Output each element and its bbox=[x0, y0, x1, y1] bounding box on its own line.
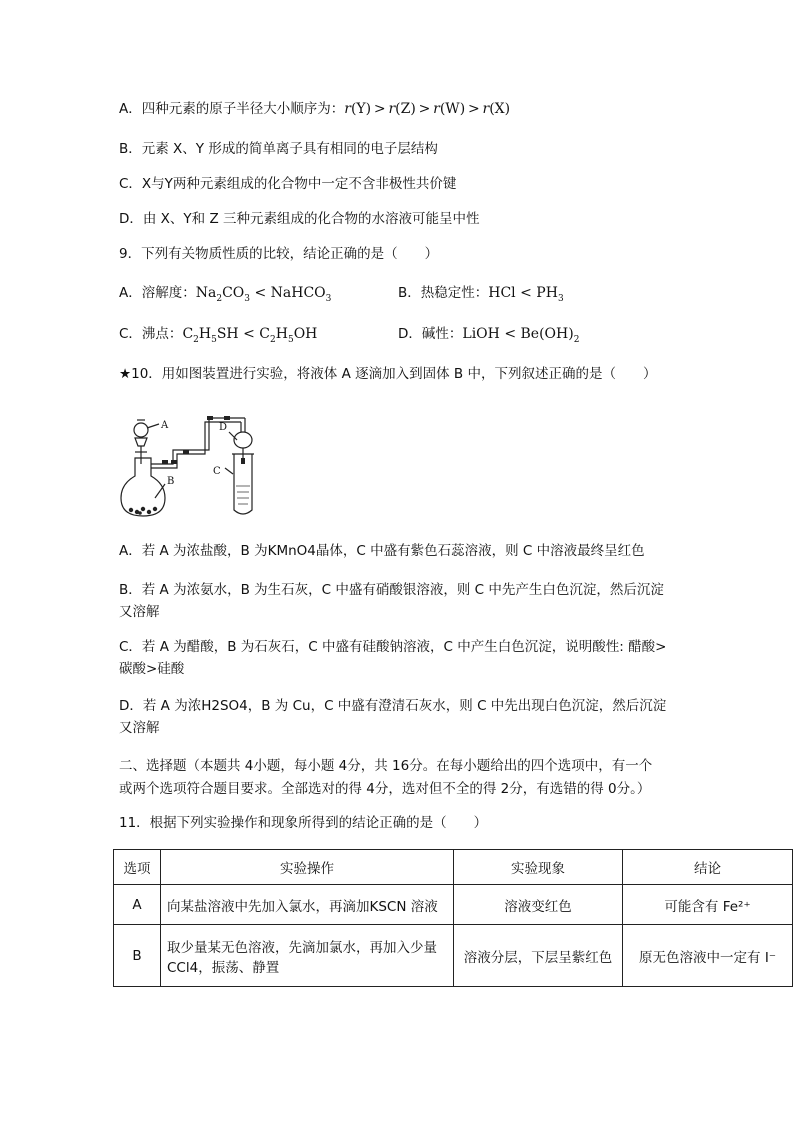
label-c: C bbox=[213, 466, 221, 477]
q8-option-b: B．元素 X、Y 形成的简单离子具有相同的电子层结构 bbox=[119, 141, 438, 157]
q10-option-c-line2: 碳酸>硅酸 bbox=[119, 661, 185, 677]
q9-option-d-label: D．碱性： bbox=[398, 326, 463, 342]
q8-option-a-text: A．四种元素的原子半径大小顺序为： bbox=[119, 101, 345, 117]
q9-option-a-label: A．溶解度： bbox=[119, 285, 196, 301]
q10-option-d-line1: D．若 A 为浓H2SO4，B 为 Cu，C 中盛有澄清石灰水，则 C 中先出现白色沉淀，然后沉淀 bbox=[119, 698, 667, 714]
apparatus-diagram bbox=[113, 402, 283, 520]
funnel-bulb bbox=[134, 423, 148, 437]
section2-line1: 二、选择题（本题共 4小题，每小题 4分，共 16分。在每小题给出的四个选项中，有一个 bbox=[119, 758, 653, 774]
q9-option-d bbox=[398, 324, 579, 344]
q8-option-c: C．X与Y两种元素组成的化合物中一定不含非极性共价键 bbox=[119, 176, 457, 192]
table-row bbox=[114, 925, 793, 987]
table-header-row bbox=[114, 850, 793, 885]
q9-stem: 9．下列有关物质性质的比较，结论正确的是（ ） bbox=[119, 246, 439, 262]
q9-option-a-math: $Na_2CO_3$ < NaHCO$_3$ bbox=[195, 285, 332, 304]
header-option: 选项 bbox=[114, 850, 161, 885]
row-b-option: B bbox=[114, 925, 161, 987]
q8-option-a bbox=[119, 99, 510, 119]
q9-option-d-math: LiOH < $Be(OH)_2$ bbox=[462, 326, 580, 345]
q9-option-b-math: HCl < $PH_3$ bbox=[488, 285, 564, 304]
table-row bbox=[114, 885, 793, 925]
q11-table bbox=[113, 849, 793, 987]
q10-option-b-line2: 又溶解 bbox=[119, 604, 160, 620]
q8-option-a-math: r(Y) > r(Z) > r(W) > r(X) bbox=[344, 101, 511, 117]
row-a-phenomenon: 溶液变红色 bbox=[454, 885, 623, 925]
row-b-operation-line1: 取少量某无色溶液，先滴加氯水，再加入少量 bbox=[167, 939, 437, 956]
row-a-option: A bbox=[114, 885, 161, 925]
q8-option-d: D．由 X、Y和 Z 三种元素组成的化合物的水溶液可能呈中性 bbox=[119, 211, 480, 227]
header-operation: 实验操作 bbox=[161, 850, 454, 885]
row-a-operation: 向某盐溶液中先加入氯水，再滴加KSCN 溶液 bbox=[161, 885, 454, 925]
q10-option-a: A．若 A 为浓盐酸，B 为KMnO4晶体，C 中盛有紫色石蕊溶液，则 C 中溶液最终呈红色 bbox=[119, 543, 645, 559]
q11-stem: 11．根据下列实验操作和现象所得到的结论正确的是（ ） bbox=[119, 815, 488, 831]
q10-option-d-line2: 又溶解 bbox=[119, 720, 160, 736]
label-d: D bbox=[219, 422, 228, 433]
q10-option-c-line1: C．若 A 为醋酸，B 为石灰石，C 中盛有硅酸钠溶液，C 中产生白色沉淀，说明酸性: 醋酸> bbox=[119, 639, 667, 655]
label-a: A bbox=[161, 420, 169, 431]
label-b: B bbox=[167, 476, 175, 487]
q10-option-b-line1: B．若 A 为浓氨水，B 为生石灰，C 中盛有硝酸银溶液，则 C 中先产生白色沉淀，然后沉淀 bbox=[119, 582, 664, 598]
row-b-phenomenon: 溶液分层，下层呈紫红色 bbox=[454, 925, 623, 987]
row-a-conclusion: 可能含有 Fe²⁺ bbox=[623, 885, 793, 925]
q10-stem: ★10．用如图装置进行实验，将液体 A 逐滴加入到固体 B 中，下列叙述正确的是（ ） bbox=[119, 366, 657, 382]
q9-option-c bbox=[119, 324, 317, 344]
q9-option-b bbox=[398, 283, 564, 303]
q9-option-c-math: $C_2H_5SH < C_2H_5OH$ bbox=[182, 326, 318, 345]
header-phenomenon: 实验现象 bbox=[454, 850, 623, 885]
header-conclusion: 结论 bbox=[623, 850, 793, 885]
q9-option-a bbox=[119, 283, 331, 303]
q9-option-b-label: B．热稳定性： bbox=[398, 285, 489, 301]
row-b-operation bbox=[161, 925, 454, 987]
section2-line2: 或两个选项符合题目要求。全部选对的得 4分，选对但不全的得 2分，有选错的得 0分。） bbox=[119, 781, 651, 797]
q9-option-c-label: C．沸点： bbox=[119, 326, 183, 342]
row-b-conclusion: 原无色溶液中一定有 I⁻ bbox=[623, 925, 793, 987]
row-b-operation-line2: CCl4，振荡、静置 bbox=[167, 959, 280, 976]
